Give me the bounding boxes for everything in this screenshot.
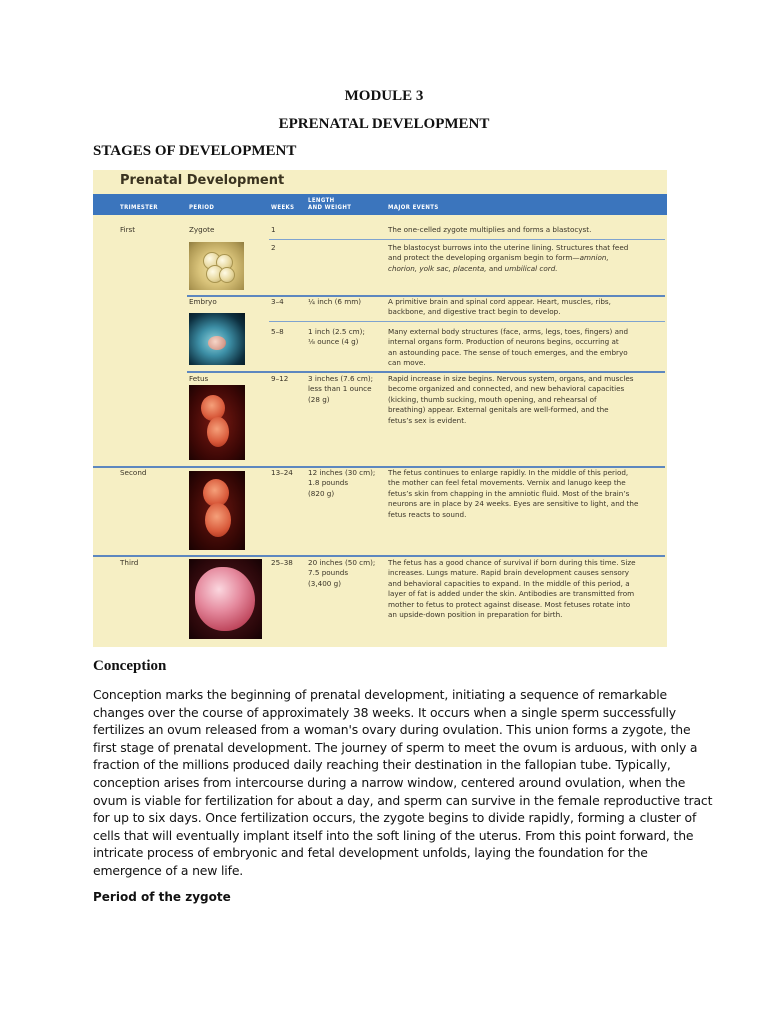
period-embryo: Embryo [189,297,217,306]
events-weeks-5-8 [388,327,664,369]
event-line: internal organs form. Production of neurons begins, occurring at [388,337,619,347]
length-weeks-13-24 [308,468,375,499]
event-line: fetus’s skin from chapping in the amniotic fluid. Most of the brain’s [388,488,630,498]
table-header-bar [93,194,667,215]
events-week-1: The one-celled zygote multiplies and forms a blastocyst. [388,225,592,234]
zygote-photo [189,242,244,290]
event-line: the mother can feel fetal movements. Vernix and lanugo keep the [388,478,626,488]
length-line: 12 inches (30 cm); [308,468,376,477]
row-divider [269,239,665,240]
col-header-length: LENGTH [308,197,335,204]
event-line: can move. [388,358,426,368]
fetus-body-shape [207,417,229,447]
event-line [388,253,664,263]
fetus-shape [195,567,255,631]
conception-paragraph [93,686,713,880]
length-weeks-25-38 [308,558,375,589]
weeks-1: 1 [271,225,276,234]
period-zygote: Zygote [189,225,215,234]
length-weeks-3-4: ¼ inch (6 mm) [308,297,362,306]
events-weeks-25-38 [388,558,664,620]
length-line: 1 inch (2.5 cm); [308,327,365,336]
paragraph-line: intricate process of embryonic and fetal development unfolds, laying the foundation for the [93,845,648,861]
event-terms: chorion, yolk sac, placenta, [388,263,487,273]
event-line: mother to fetus to protect against disease. Most fetuses rotate into [388,599,631,609]
period-fetus: Fetus [189,374,209,383]
event-line: an upside-down position in preparation for birth. [388,610,563,620]
row-divider [187,371,665,373]
event-term-amnion: amnion, [579,253,609,263]
event-text: and protect the developing organism begin to form— [388,253,580,263]
event-line: backbone, and digestive tract begin to develop. [388,307,561,317]
events-weeks-3-4 [388,297,664,318]
length-line: (3,400 g) [308,578,342,588]
paragraph-line: fraction of the millions produced daily reaching their destination in the fallopian tube. Typically, [93,757,671,773]
weeks-25-38: 25–38 [271,558,293,567]
col-header-period: PERIOD [189,204,215,211]
embryo-shape [208,336,226,350]
paragraph-line: Conception marks the beginning of prenatal development, initiating a sequence of remarkable [93,687,668,702]
fetus-photo-second-trimester [189,471,245,550]
embryo-photo [189,313,245,365]
row-divider [269,321,665,322]
length-weeks-5-8 [308,327,365,348]
event-line: layer of fat is added under the skin. Antibodies are transmitted from [388,589,635,599]
event-line: increases. Lungs mature. Rapid brain development causes sensory [388,568,630,578]
event-line: The fetus continues to enlarge rapidly. In the middle of this period, [388,468,629,477]
paragraph-line: cells that will eventually implant itself into the soft lining of the uterus. From this point forward, the [93,827,694,843]
weeks-13-24: 13–24 [271,468,293,477]
events-weeks-9-12 [388,374,664,426]
page-subtitle: EPRENATAL DEVELOPMENT [278,116,490,132]
event-line: neurons are in place by 24 weeks. Eyes are sensitive to light, and the [388,499,639,509]
event-line: breathing) appear. External genitals are well-formed, and the [388,405,609,415]
length-line: 7.5 pounds [308,568,349,578]
events-weeks-13-24 [388,468,664,520]
length-line: (28 g) [308,394,330,404]
length-line: ⅛ ounce (4 g) [308,337,359,347]
paragraph-line: fertilizes an ovum released from a woman's ovary during ovulation. This union forms a zygote, the [93,722,691,738]
event-line: become organized and connected, and new behavioral capacities [388,384,625,394]
paragraph-line: changes over the course of approximately 38 weeks. It occurs when a single sperm successfully [93,704,676,720]
module-title: MODULE 3 [344,88,424,104]
length-line: 1.8 pounds [308,478,349,488]
trimester-first: First [120,225,136,234]
events-week-2 [388,243,664,274]
event-line: and behavioral capacities to expand. In the middle of this period, a [388,578,630,588]
fetus-body-shape [205,503,231,537]
trimester-third: Third [120,558,139,567]
event-line: (kicking, thumb sucking, mouth opening, and rehearsal of [388,394,597,404]
weeks-9-12: 9–12 [271,374,289,383]
cell-shape [219,267,235,283]
col-header-weeks: WEEKS [271,204,295,211]
paragraph-line: ovum is viable for fertilization for about a day, and sperm can survive in the female reproductive tract [93,792,713,808]
length-line: 3 inches (7.6 cm); [308,374,374,383]
event-line: The blastocyst burrows into the uterine lining. Structures that feed [388,243,629,252]
zygote-period-heading: Period of the zygote [93,890,231,904]
conception-heading: Conception [93,658,167,674]
event-line: Many external body structures (face, arms, legs, toes, fingers) and [388,327,629,336]
fetus-photo-third-trimester [189,559,262,639]
length-line: 20 inches (50 cm); [308,558,376,567]
event-term-umbilical-cord: umbilical cord. [504,263,558,273]
event-line: Rapid increase in size begins. Nervous system, organs, and muscles [388,374,634,383]
col-header-weight: AND WEIGHT [308,204,352,211]
col-header-major-events: MAJOR EVENTS [388,204,439,211]
event-line [388,264,664,274]
weeks-2: 2 [271,243,276,252]
paragraph-line: conception arises from intercourse during a narrow window, centered around ovulation, when the [93,774,686,790]
length-line: less than 1 ounce [308,384,372,394]
paragraph-line: for up to six days. Once fertilization occurs, the zygote begins to divide rapidly, forming a cluster of [93,810,697,826]
weeks-5-8: 5–8 [271,327,284,336]
event-line: The fetus has a good chance of survival if born during this time. Size [388,558,636,567]
length-weeks-9-12 [308,374,373,405]
col-header-trimester: TRIMESTER [120,204,158,211]
fetus-photo-first-trimester [189,385,245,460]
length-line: (820 g) [308,488,335,498]
weeks-3-4: 3–4 [271,297,284,306]
prenatal-development-figure [93,170,667,647]
event-line: A primitive brain and spinal cord appear. Heart, muscles, ribs, [388,297,611,306]
event-line: fetus reacts to sound. [388,509,467,519]
row-divider [93,555,665,557]
figure-title: Prenatal Development [120,173,285,188]
paragraph-line: emergence of a new life. [93,862,244,878]
event-line: an astounding pace. The sense of touch emerges, and the embryo [388,347,628,357]
event-line: fetus’s sex is evident. [388,415,467,425]
section-heading: STAGES OF DEVELOPMENT [93,143,297,159]
trimester-second: Second [120,468,147,477]
event-text: and [488,263,503,273]
paragraph-line: first stage of prenatal development. The journey of sperm to meet the ovum is arduous, with only a [93,739,698,755]
